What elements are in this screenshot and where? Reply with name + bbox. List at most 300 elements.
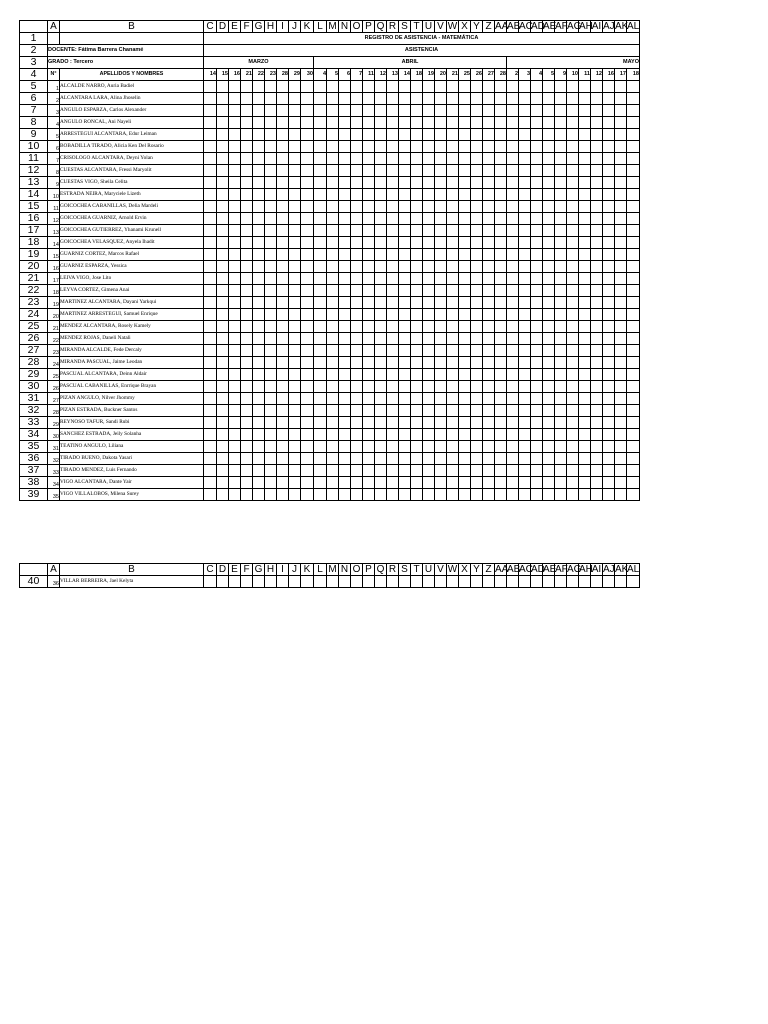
column-header-x[interactable]: X	[459, 21, 471, 33]
attendance-cell[interactable]	[217, 576, 229, 588]
attendance-cell[interactable]	[301, 129, 314, 141]
attendance-cell[interactable]	[447, 189, 459, 201]
attendance-cell[interactable]	[217, 213, 229, 225]
attendance-cell[interactable]	[423, 417, 435, 429]
attendance-cell[interactable]	[423, 237, 435, 249]
attendance-cell[interactable]	[567, 237, 579, 249]
attendance-cell[interactable]	[531, 441, 543, 453]
attendance-cell[interactable]	[265, 93, 277, 105]
attendance-cell[interactable]	[327, 333, 339, 345]
attendance-cell[interactable]	[277, 165, 289, 177]
attendance-cell[interactable]	[375, 93, 387, 105]
attendance-cell[interactable]	[471, 465, 483, 477]
attendance-cell[interactable]	[603, 141, 615, 153]
day-header[interactable]: 29	[289, 69, 301, 81]
column-header-al[interactable]: AL	[627, 20, 640, 32]
student-name[interactable]: TIRADO BUENO, Dakota Yasari	[60, 453, 204, 465]
student-number[interactable]: 11	[48, 201, 60, 213]
student-number[interactable]: 35	[48, 489, 60, 501]
attendance-cell[interactable]	[483, 273, 495, 285]
attendance-cell[interactable]	[447, 357, 459, 369]
attendance-cell[interactable]	[627, 261, 640, 273]
column-header-ak[interactable]: AK	[615, 563, 629, 575]
attendance-cell[interactable]	[204, 105, 217, 117]
attendance-cell[interactable]	[363, 465, 375, 477]
attendance-cell[interactable]	[339, 141, 351, 153]
attendance-cell[interactable]	[591, 177, 603, 189]
attendance-cell[interactable]	[459, 153, 471, 165]
attendance-cell[interactable]	[387, 453, 399, 465]
attendance-cell[interactable]	[555, 201, 567, 213]
attendance-cell[interactable]	[339, 441, 351, 453]
attendance-cell[interactable]	[615, 225, 627, 237]
attendance-cell[interactable]	[531, 165, 543, 177]
attendance-cell[interactable]	[435, 393, 447, 405]
attendance-cell[interactable]	[241, 237, 253, 249]
attendance-cell[interactable]	[229, 273, 241, 285]
attendance-cell[interactable]	[471, 321, 483, 333]
attendance-cell[interactable]	[253, 141, 265, 153]
day-header[interactable]: 26	[471, 69, 483, 81]
attendance-cell[interactable]	[229, 201, 241, 213]
attendance-cell[interactable]	[519, 333, 531, 345]
attendance-cell[interactable]	[375, 309, 387, 321]
attendance-cell[interactable]	[435, 489, 447, 501]
attendance-cell[interactable]	[507, 393, 519, 405]
student-number[interactable]: 32	[48, 453, 60, 465]
attendance-cell[interactable]	[435, 237, 447, 249]
attendance-cell[interactable]	[507, 213, 519, 225]
attendance-cell[interactable]	[471, 453, 483, 465]
attendance-cell[interactable]	[495, 441, 507, 453]
attendance-cell[interactable]	[579, 273, 591, 285]
attendance-cell[interactable]	[543, 309, 555, 321]
attendance-cell[interactable]	[483, 345, 495, 357]
attendance-cell[interactable]	[543, 477, 555, 489]
attendance-cell[interactable]	[555, 141, 567, 153]
attendance-cell[interactable]	[555, 273, 567, 285]
attendance-cell[interactable]	[301, 309, 314, 321]
attendance-cell[interactable]	[483, 93, 495, 105]
attendance-cell[interactable]	[627, 453, 640, 465]
attendance-cell[interactable]	[471, 213, 483, 225]
attendance-cell[interactable]	[423, 105, 435, 117]
attendance-cell[interactable]	[289, 477, 301, 489]
attendance-cell[interactable]	[217, 153, 229, 165]
attendance-cell[interactable]	[204, 417, 217, 429]
attendance-cell[interactable]	[217, 369, 229, 381]
attendance-cell[interactable]	[411, 261, 423, 273]
attendance-cell[interactable]	[363, 489, 375, 501]
attendance-cell[interactable]	[217, 297, 229, 309]
attendance-cell[interactable]	[339, 129, 351, 141]
attendance-cell[interactable]	[603, 333, 615, 345]
attendance-cell[interactable]	[351, 285, 363, 297]
attendance-cell[interactable]	[459, 129, 471, 141]
cell-a1[interactable]	[48, 33, 60, 45]
attendance-cell[interactable]	[423, 273, 435, 285]
attendance-cell[interactable]	[289, 201, 301, 213]
attendance-cell[interactable]	[241, 345, 253, 357]
attendance-cell[interactable]	[217, 309, 229, 321]
attendance-cell[interactable]	[301, 489, 314, 501]
attendance-cell[interactable]	[339, 429, 351, 441]
attendance-cell[interactable]	[217, 249, 229, 261]
column-header-ad[interactable]: AD	[531, 20, 545, 32]
attendance-cell[interactable]	[591, 141, 603, 153]
column-header-k[interactable]: K	[301, 564, 314, 576]
student-number[interactable]: 22	[48, 333, 60, 345]
attendance-cell[interactable]	[555, 357, 567, 369]
attendance-cell[interactable]	[411, 321, 423, 333]
attendance-cell[interactable]	[301, 213, 314, 225]
attendance-cell[interactable]	[265, 477, 277, 489]
attendance-cell[interactable]	[603, 165, 615, 177]
column-header-ag[interactable]: AG	[567, 20, 582, 32]
attendance-cell[interactable]	[375, 393, 387, 405]
attendance-cell[interactable]	[314, 453, 327, 465]
attendance-cell[interactable]	[399, 333, 411, 345]
attendance-cell[interactable]	[591, 237, 603, 249]
attendance-cell[interactable]	[579, 189, 591, 201]
attendance-cell[interactable]	[363, 225, 375, 237]
attendance-cell[interactable]	[375, 417, 387, 429]
attendance-cell[interactable]	[591, 153, 603, 165]
attendance-cell[interactable]	[459, 453, 471, 465]
attendance-cell[interactable]	[241, 489, 253, 501]
attendance-cell[interactable]	[217, 237, 229, 249]
attendance-cell[interactable]	[603, 177, 615, 189]
attendance-cell[interactable]	[483, 129, 495, 141]
day-header[interactable]: 19	[423, 69, 435, 81]
attendance-cell[interactable]	[351, 576, 363, 588]
attendance-cell[interactable]	[314, 153, 327, 165]
attendance-cell[interactable]	[399, 189, 411, 201]
attendance-cell[interactable]	[591, 285, 603, 297]
student-number[interactable]: 36	[48, 576, 60, 588]
attendance-cell[interactable]	[241, 165, 253, 177]
column-header-w[interactable]: W	[447, 20, 458, 32]
attendance-cell[interactable]	[519, 417, 531, 429]
attendance-cell[interactable]	[627, 249, 640, 261]
attendance-cell[interactable]	[555, 441, 567, 453]
attendance-cell[interactable]	[314, 261, 327, 273]
student-name[interactable]: VILLAR BERREIRA, Jael Kelyta	[60, 576, 204, 588]
attendance-cell[interactable]	[519, 453, 531, 465]
attendance-cell[interactable]	[241, 177, 253, 189]
attendance-cell[interactable]	[351, 477, 363, 489]
attendance-cell[interactable]	[277, 201, 289, 213]
attendance-cell[interactable]	[567, 129, 579, 141]
attendance-cell[interactable]	[615, 405, 627, 417]
attendance-cell[interactable]	[483, 225, 495, 237]
attendance-cell[interactable]	[277, 249, 289, 261]
attendance-cell[interactable]	[277, 105, 289, 117]
attendance-cell[interactable]	[339, 345, 351, 357]
attendance-cell[interactable]	[447, 393, 459, 405]
attendance-cell[interactable]	[363, 285, 375, 297]
attendance-cell[interactable]	[483, 441, 495, 453]
attendance-cell[interactable]	[627, 93, 640, 105]
attendance-cell[interactable]	[435, 141, 447, 153]
number-column-header[interactable]: N°	[48, 69, 60, 81]
attendance-cell[interactable]	[495, 393, 507, 405]
attendance-cell[interactable]	[531, 381, 543, 393]
attendance-cell[interactable]	[483, 405, 495, 417]
attendance-cell[interactable]	[519, 393, 531, 405]
attendance-cell[interactable]	[435, 177, 447, 189]
attendance-cell[interactable]	[289, 309, 301, 321]
attendance-cell[interactable]	[483, 249, 495, 261]
attendance-cell[interactable]	[471, 141, 483, 153]
student-number[interactable]: 31	[48, 441, 60, 453]
attendance-cell[interactable]	[579, 93, 591, 105]
column-header-v[interactable]: V	[435, 21, 447, 33]
attendance-cell[interactable]	[387, 297, 399, 309]
attendance-cell[interactable]	[253, 273, 265, 285]
attendance-cell[interactable]	[229, 393, 241, 405]
attendance-cell[interactable]	[241, 213, 253, 225]
attendance-cell[interactable]	[531, 309, 543, 321]
column-header-l[interactable]: L	[314, 564, 327, 576]
attendance-cell[interactable]	[543, 225, 555, 237]
attendance-cell[interactable]	[375, 153, 387, 165]
attendance-cell[interactable]	[387, 117, 399, 129]
attendance-cell[interactable]	[351, 309, 363, 321]
attendance-cell[interactable]	[507, 81, 519, 93]
attendance-cell[interactable]	[579, 165, 591, 177]
attendance-cell[interactable]	[471, 405, 483, 417]
attendance-cell[interactable]	[603, 489, 615, 501]
attendance-cell[interactable]	[411, 345, 423, 357]
attendance-cell[interactable]	[411, 576, 423, 588]
attendance-cell[interactable]	[314, 345, 327, 357]
attendance-cell[interactable]	[519, 153, 531, 165]
attendance-cell[interactable]	[603, 465, 615, 477]
attendance-cell[interactable]	[363, 576, 375, 588]
attendance-cell[interactable]	[507, 249, 519, 261]
attendance-cell[interactable]	[495, 105, 507, 117]
attendance-cell[interactable]	[447, 297, 459, 309]
attendance-cell[interactable]	[327, 477, 339, 489]
attendance-cell[interactable]	[615, 177, 627, 189]
attendance-cell[interactable]	[615, 477, 627, 489]
attendance-cell[interactable]	[435, 441, 447, 453]
attendance-cell[interactable]	[495, 321, 507, 333]
attendance-cell[interactable]	[615, 297, 627, 309]
attendance-cell[interactable]	[471, 477, 483, 489]
attendance-cell[interactable]	[555, 369, 567, 381]
attendance-cell[interactable]	[483, 165, 495, 177]
column-header-af[interactable]: AF	[555, 563, 568, 575]
attendance-cell[interactable]	[627, 417, 640, 429]
attendance-cell[interactable]	[387, 429, 399, 441]
column-header-ad[interactable]: AD	[531, 563, 545, 575]
attendance-cell[interactable]	[351, 417, 363, 429]
attendance-cell[interactable]	[314, 189, 327, 201]
attendance-cell[interactable]	[204, 489, 217, 501]
attendance-cell[interactable]	[459, 489, 471, 501]
attendance-cell[interactable]	[375, 213, 387, 225]
attendance-cell[interactable]	[351, 369, 363, 381]
attendance-cell[interactable]	[447, 201, 459, 213]
attendance-cell[interactable]	[615, 201, 627, 213]
attendance-cell[interactable]	[289, 489, 301, 501]
attendance-cell[interactable]	[471, 105, 483, 117]
day-header[interactable]: 21	[241, 69, 253, 81]
day-header[interactable]: 27	[483, 69, 495, 81]
month-abril[interactable]: ABRIL	[314, 57, 507, 69]
day-header[interactable]: 4	[314, 69, 327, 81]
attendance-cell[interactable]	[531, 93, 543, 105]
student-number[interactable]: 34	[48, 477, 60, 489]
attendance-cell[interactable]	[265, 117, 277, 129]
attendance-cell[interactable]	[543, 345, 555, 357]
day-header[interactable]: 12	[375, 69, 387, 81]
attendance-cell[interactable]	[277, 285, 289, 297]
attendance-cell[interactable]	[579, 237, 591, 249]
attendance-cell[interactable]	[217, 417, 229, 429]
attendance-cell[interactable]	[579, 417, 591, 429]
attendance-cell[interactable]	[591, 576, 603, 588]
attendance-cell[interactable]	[204, 369, 217, 381]
attendance-cell[interactable]	[399, 261, 411, 273]
attendance-cell[interactable]	[483, 489, 495, 501]
attendance-cell[interactable]	[241, 297, 253, 309]
attendance-cell[interactable]	[615, 345, 627, 357]
attendance-cell[interactable]	[495, 273, 507, 285]
attendance-cell[interactable]	[411, 249, 423, 261]
attendance-cell[interactable]	[301, 321, 314, 333]
attendance-cell[interactable]	[301, 81, 314, 93]
attendance-cell[interactable]	[375, 465, 387, 477]
attendance-cell[interactable]	[495, 489, 507, 501]
student-name[interactable]: REYNOSO TAFUR, Sandi Rubi	[60, 417, 204, 429]
column-header-u[interactable]: U	[423, 21, 435, 33]
attendance-cell[interactable]	[289, 369, 301, 381]
attendance-cell[interactable]	[375, 405, 387, 417]
attendance-cell[interactable]	[507, 177, 519, 189]
attendance-cell[interactable]	[519, 93, 531, 105]
attendance-cell[interactable]	[277, 117, 289, 129]
attendance-cell[interactable]	[471, 117, 483, 129]
attendance-cell[interactable]	[519, 489, 531, 501]
attendance-cell[interactable]	[507, 153, 519, 165]
attendance-cell[interactable]	[603, 417, 615, 429]
attendance-cell[interactable]	[579, 321, 591, 333]
attendance-cell[interactable]	[519, 129, 531, 141]
attendance-cell[interactable]	[204, 153, 217, 165]
attendance-cell[interactable]	[253, 129, 265, 141]
attendance-cell[interactable]	[399, 393, 411, 405]
attendance-cell[interactable]	[459, 297, 471, 309]
attendance-cell[interactable]	[459, 333, 471, 345]
attendance-cell[interactable]	[387, 165, 399, 177]
attendance-cell[interactable]	[204, 273, 217, 285]
attendance-cell[interactable]	[363, 405, 375, 417]
attendance-cell[interactable]	[351, 429, 363, 441]
attendance-cell[interactable]	[314, 477, 327, 489]
attendance-cell[interactable]	[241, 105, 253, 117]
day-header[interactable]: 16	[229, 69, 241, 81]
attendance-cell[interactable]	[387, 321, 399, 333]
attendance-cell[interactable]	[507, 93, 519, 105]
attendance-cell[interactable]	[531, 333, 543, 345]
attendance-cell[interactable]	[567, 453, 579, 465]
attendance-cell[interactable]	[615, 153, 627, 165]
attendance-cell[interactable]	[531, 297, 543, 309]
attendance-cell[interactable]	[543, 249, 555, 261]
attendance-cell[interactable]	[387, 141, 399, 153]
attendance-cell[interactable]	[555, 381, 567, 393]
attendance-cell[interactable]	[217, 129, 229, 141]
attendance-cell[interactable]	[543, 129, 555, 141]
attendance-cell[interactable]	[555, 405, 567, 417]
attendance-cell[interactable]	[399, 273, 411, 285]
day-header[interactable]: 11	[363, 69, 375, 81]
attendance-cell[interactable]	[327, 321, 339, 333]
attendance-cell[interactable]	[519, 81, 531, 93]
attendance-cell[interactable]	[615, 357, 627, 369]
attendance-cell[interactable]	[555, 117, 567, 129]
attendance-cell[interactable]	[471, 489, 483, 501]
attendance-cell[interactable]	[459, 81, 471, 93]
attendance-cell[interactable]	[591, 453, 603, 465]
attendance-cell[interactable]	[363, 93, 375, 105]
attendance-cell[interactable]	[229, 333, 241, 345]
attendance-cell[interactable]	[253, 249, 265, 261]
attendance-cell[interactable]	[423, 465, 435, 477]
attendance-cell[interactable]	[531, 225, 543, 237]
attendance-cell[interactable]	[289, 129, 301, 141]
student-name[interactable]: ANGULO RONCAL, Ani Nayeli	[60, 117, 204, 129]
attendance-cell[interactable]	[591, 261, 603, 273]
attendance-cell[interactable]	[351, 273, 363, 285]
attendance-cell[interactable]	[447, 153, 459, 165]
student-name[interactable]: ESTRADA NEIRA, Maryciele Lizeth	[60, 189, 204, 201]
attendance-cell[interactable]	[253, 261, 265, 273]
attendance-cell[interactable]	[327, 441, 339, 453]
attendance-cell[interactable]	[289, 141, 301, 153]
attendance-cell[interactable]	[543, 273, 555, 285]
attendance-cell[interactable]	[204, 321, 217, 333]
attendance-cell[interactable]	[555, 237, 567, 249]
student-number[interactable]: 20	[48, 309, 60, 321]
attendance-cell[interactable]	[399, 213, 411, 225]
attendance-cell[interactable]	[519, 273, 531, 285]
attendance-cell[interactable]	[241, 117, 253, 129]
attendance-cell[interactable]	[519, 261, 531, 273]
attendance-cell[interactable]	[471, 165, 483, 177]
attendance-cell[interactable]	[555, 333, 567, 345]
attendance-cell[interactable]	[507, 345, 519, 357]
attendance-cell[interactable]	[543, 189, 555, 201]
attendance-cell[interactable]	[363, 177, 375, 189]
attendance-cell[interactable]	[471, 225, 483, 237]
day-header[interactable]: 12	[591, 69, 603, 81]
attendance-cell[interactable]	[483, 321, 495, 333]
attendance-cell[interactable]	[603, 477, 615, 489]
attendance-cell[interactable]	[314, 405, 327, 417]
attendance-cell[interactable]	[495, 357, 507, 369]
attendance-cell[interactable]	[204, 345, 217, 357]
attendance-cell[interactable]	[543, 429, 555, 441]
attendance-cell[interactable]	[217, 453, 229, 465]
attendance-cell[interactable]	[217, 117, 229, 129]
attendance-cell[interactable]	[363, 201, 375, 213]
attendance-cell[interactable]	[567, 141, 579, 153]
attendance-cell[interactable]	[387, 93, 399, 105]
